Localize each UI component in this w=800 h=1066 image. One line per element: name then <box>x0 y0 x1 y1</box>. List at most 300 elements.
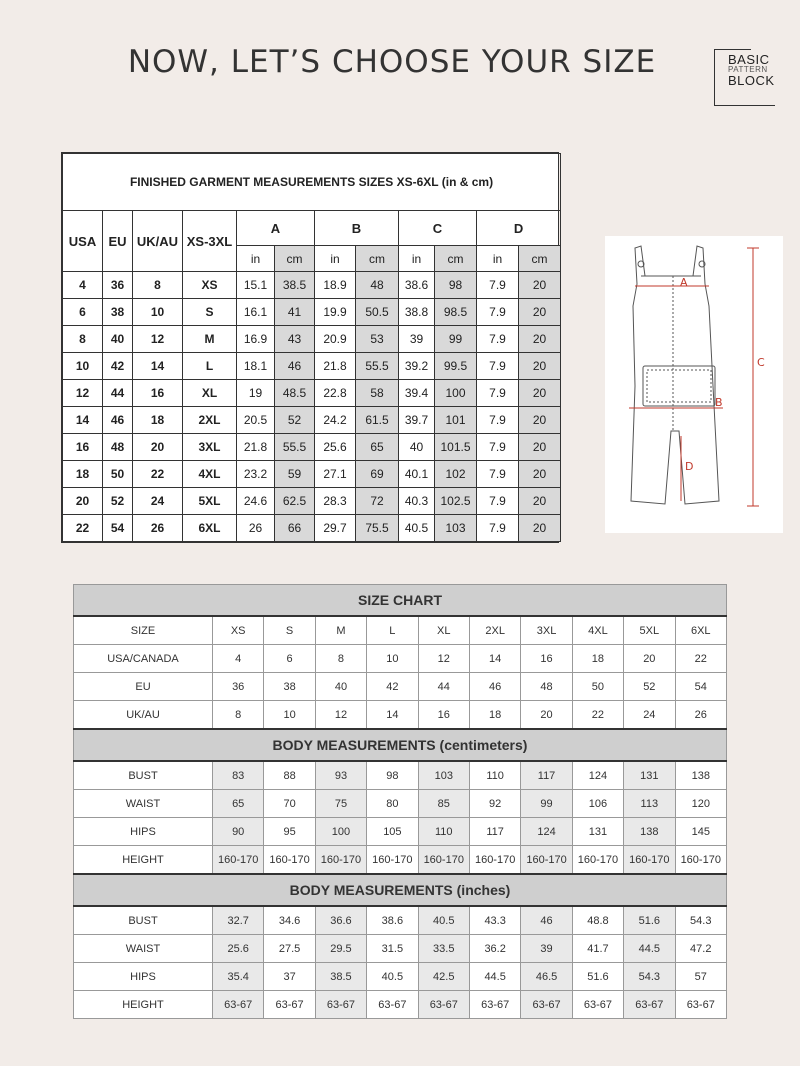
table-cell: 160-170 <box>264 846 315 875</box>
table-cell: 53 <box>356 326 399 353</box>
table-cell: 117 <box>469 818 520 846</box>
table-cell: 42 <box>367 673 418 701</box>
table-cell: 20 <box>519 353 561 380</box>
table-cell: 29.5 <box>315 935 366 963</box>
table-cell: 7.9 <box>477 299 519 326</box>
table-cell: 63-67 <box>675 991 726 1019</box>
table-cell: 113 <box>624 790 675 818</box>
table-cell: 59 <box>275 461 315 488</box>
table-cell: L <box>183 353 237 380</box>
table-cell: 20 <box>519 407 561 434</box>
table-cell: 63-67 <box>264 991 315 1019</box>
table-cell: 7.9 <box>477 326 519 353</box>
diagram-label-c: C <box>757 356 765 369</box>
table-cell: 37 <box>264 963 315 991</box>
table-cell: 40.5 <box>418 906 469 935</box>
table-cell: 44.5 <box>624 935 675 963</box>
table-cell: 4XL <box>183 461 237 488</box>
table-cell: 26 <box>237 515 275 542</box>
table-cell: 31.5 <box>367 935 418 963</box>
table-cell: 20 <box>521 701 572 730</box>
overalls-diagram <box>605 236 783 533</box>
table-cell: 40 <box>103 326 133 353</box>
table-cell: 20.5 <box>237 407 275 434</box>
table-row <box>74 991 727 1019</box>
table-row <box>63 407 561 434</box>
table-cell: 88 <box>264 761 315 790</box>
table-cell: 25.6 <box>315 434 356 461</box>
table-cell: 26 <box>133 515 183 542</box>
table-cell: 8 <box>133 272 183 299</box>
table-row <box>74 701 727 730</box>
table-cell: 38.6 <box>367 906 418 935</box>
table-cell: 51.6 <box>624 906 675 935</box>
table-cell: 102 <box>435 461 477 488</box>
table-cell: 75.5 <box>356 515 399 542</box>
table-cell: 51.6 <box>572 963 623 991</box>
table-cell: 40.5 <box>399 515 435 542</box>
table-row <box>74 790 727 818</box>
table-cell: 61.5 <box>356 407 399 434</box>
table-cell: 39 <box>521 935 572 963</box>
table-cell: 52 <box>624 673 675 701</box>
table-row <box>63 434 561 461</box>
table-cell: 6XL <box>183 515 237 542</box>
unit-header: cm <box>435 246 477 272</box>
group-header-d: D <box>477 211 561 246</box>
table-cell: 48 <box>103 434 133 461</box>
table-row <box>63 272 561 299</box>
unit-header: cm <box>356 246 399 272</box>
table-cell: 22 <box>63 515 103 542</box>
table-row <box>74 935 727 963</box>
table-cell: 48.8 <box>572 906 623 935</box>
table-cell: 83 <box>213 761 264 790</box>
finished-garment-table <box>61 152 559 543</box>
logo-line-3: BLOCK <box>728 73 775 88</box>
table-cell: 18 <box>63 461 103 488</box>
table-cell: 20 <box>519 488 561 515</box>
table-cell: 32.7 <box>213 906 264 935</box>
row-label: EU <box>74 673 213 701</box>
table-cell: 44 <box>103 380 133 407</box>
table-row <box>63 326 561 353</box>
row-label: BUST <box>74 761 213 790</box>
table-cell: 38.8 <box>399 299 435 326</box>
row-label: BUST <box>74 906 213 935</box>
table-cell: 75 <box>315 790 366 818</box>
group-header-c: C <box>399 211 477 246</box>
table-cell: 44.5 <box>469 963 520 991</box>
table-cell: 10 <box>367 645 418 673</box>
table-cell: 8 <box>213 701 264 730</box>
table-cell: 20 <box>519 326 561 353</box>
table-cell: 20 <box>519 461 561 488</box>
table-cell: 19.9 <box>315 299 356 326</box>
table-cell: 52 <box>103 488 133 515</box>
table-row <box>63 488 561 515</box>
table-cell: S <box>183 299 237 326</box>
table-cell: 36.2 <box>469 935 520 963</box>
table-cell: 18.1 <box>237 353 275 380</box>
row-label: SIZE <box>74 616 213 645</box>
table-cell: 3XL <box>183 434 237 461</box>
table-cell: 24.2 <box>315 407 356 434</box>
inches-section-title-label: BODY MEASUREMENTS (inches) <box>74 874 727 906</box>
table-cell: 10 <box>63 353 103 380</box>
finished-table-caption: FINISHED GARMENT MEASUREMENTS SIZES XS-6XL (in & cm) <box>63 154 561 211</box>
size-chart-table <box>73 584 727 1019</box>
table-cell: 39.4 <box>399 380 435 407</box>
table-cell: 62.5 <box>275 488 315 515</box>
table-cell: 63-67 <box>521 991 572 1019</box>
table-row <box>63 353 561 380</box>
table-cell: 24 <box>133 488 183 515</box>
unit-header: in <box>237 246 275 272</box>
table-cell: 63-67 <box>213 991 264 1019</box>
table-cell: 36 <box>103 272 133 299</box>
table-cell: 20 <box>624 645 675 673</box>
table-cell: 160-170 <box>675 846 726 875</box>
unit-header: cm <box>519 246 561 272</box>
overalls-illustration <box>605 236 783 533</box>
table-cell: 38 <box>264 673 315 701</box>
diagram-label-d: D <box>685 460 694 473</box>
table-row <box>63 515 561 542</box>
table-cell: 160-170 <box>624 846 675 875</box>
table-cell: 39 <box>399 326 435 353</box>
table-cell: 43 <box>275 326 315 353</box>
table-cell: 52 <box>275 407 315 434</box>
table-cell: 16.1 <box>237 299 275 326</box>
table-cell: 99 <box>521 790 572 818</box>
table-cell: 41.7 <box>572 935 623 963</box>
table-cell: 27.1 <box>315 461 356 488</box>
table-cell: 160-170 <box>213 846 264 875</box>
table-cell: 160-170 <box>315 846 366 875</box>
table-cell: 8 <box>315 645 366 673</box>
table-cell: 160-170 <box>572 846 623 875</box>
table-cell: 16 <box>63 434 103 461</box>
table-cell: 18 <box>572 645 623 673</box>
unit-header: in <box>477 246 519 272</box>
table-row <box>63 299 561 326</box>
table-cell: 15.1 <box>237 272 275 299</box>
table-cell: 42.5 <box>418 963 469 991</box>
table-cell: 50 <box>103 461 133 488</box>
table-cell: 5XL <box>624 616 675 645</box>
table-cell: 42 <box>103 353 133 380</box>
unit-header: cm <box>275 246 315 272</box>
table-cell: 55.5 <box>356 353 399 380</box>
table-cell: 3XL <box>521 616 572 645</box>
table-cell: 23.2 <box>237 461 275 488</box>
col-header-size: XS-3XL <box>183 211 237 272</box>
table-cell: 63-67 <box>367 991 418 1019</box>
cm-section-title-label: BODY MEASUREMENTS (centimeters) <box>74 729 727 761</box>
table-cell: 6 <box>63 299 103 326</box>
table-cell: 18 <box>469 701 520 730</box>
table-cell: 21.8 <box>237 434 275 461</box>
table-cell: 98 <box>435 272 477 299</box>
table-cell: 99.5 <box>435 353 477 380</box>
table-cell: 20 <box>519 299 561 326</box>
table-cell: 80 <box>367 790 418 818</box>
table-cell: 72 <box>356 488 399 515</box>
table-cell: 100 <box>435 380 477 407</box>
row-label: HIPS <box>74 818 213 846</box>
table-cell: 24.6 <box>237 488 275 515</box>
table-cell: 46 <box>521 906 572 935</box>
table-cell: 20 <box>133 434 183 461</box>
table-cell: 98 <box>367 761 418 790</box>
col-header-usa: USA <box>63 211 103 272</box>
table-cell: 50 <box>572 673 623 701</box>
table-cell: 40 <box>399 434 435 461</box>
table-cell: 39.2 <box>399 353 435 380</box>
table-cell: 38.6 <box>399 272 435 299</box>
table-cell: 18 <box>133 407 183 434</box>
table-cell: 160-170 <box>418 846 469 875</box>
table-cell: 36.6 <box>315 906 366 935</box>
unit-header: in <box>315 246 356 272</box>
table-cell: XS <box>183 272 237 299</box>
row-label: HEIGHT <box>74 846 213 875</box>
table-row <box>63 380 561 407</box>
table-cell: 22 <box>133 461 183 488</box>
table-cell: 26 <box>675 701 726 730</box>
table-cell: XS <box>213 616 264 645</box>
table-cell: 131 <box>624 761 675 790</box>
table-cell: 38.5 <box>315 963 366 991</box>
table-cell: 34.6 <box>264 906 315 935</box>
table-cell: 10 <box>264 701 315 730</box>
group-header-a: A <box>237 211 315 246</box>
table-cell: 10 <box>133 299 183 326</box>
page-title: NOW, LET’S CHOOSE YOUR SIZE <box>127 44 657 80</box>
table-cell: 117 <box>521 761 572 790</box>
col-header-eu: EU <box>103 211 133 272</box>
table-cell: 63-67 <box>418 991 469 1019</box>
table-cell: 39.7 <box>399 407 435 434</box>
table-cell: 138 <box>624 818 675 846</box>
table-cell: 54 <box>103 515 133 542</box>
table-cell: 14 <box>367 701 418 730</box>
table-cell: 21.8 <box>315 353 356 380</box>
table-cell: 4 <box>63 272 103 299</box>
table-cell: 7.9 <box>477 272 519 299</box>
logo-line-2: PATTERN <box>728 65 768 74</box>
table-cell: S <box>264 616 315 645</box>
table-cell: 54 <box>675 673 726 701</box>
table-row <box>74 846 727 875</box>
table-cell: 12 <box>315 701 366 730</box>
table-cell: 35.4 <box>213 963 264 991</box>
diagram-label-b: B <box>715 396 723 409</box>
table-cell: 5XL <box>183 488 237 515</box>
table-cell: 18.9 <box>315 272 356 299</box>
table-cell: 6XL <box>675 616 726 645</box>
table-cell: XL <box>418 616 469 645</box>
table-cell: 19 <box>237 380 275 407</box>
brand-logo <box>714 49 775 106</box>
table-cell: 103 <box>435 515 477 542</box>
table-row <box>74 616 727 645</box>
cm-section-title <box>74 729 727 761</box>
group-header-b: B <box>315 211 399 246</box>
table-cell: 43.3 <box>469 906 520 935</box>
table-cell: 14 <box>63 407 103 434</box>
table-cell: 124 <box>572 761 623 790</box>
table-cell: 57 <box>675 963 726 991</box>
diagram-label-a: A <box>680 276 688 289</box>
table-cell: 25.6 <box>213 935 264 963</box>
table-cell: 7.9 <box>477 488 519 515</box>
table-cell: 103 <box>418 761 469 790</box>
table-cell: 48 <box>521 673 572 701</box>
table-cell: 7.9 <box>477 515 519 542</box>
table-row <box>74 673 727 701</box>
table-cell: 58 <box>356 380 399 407</box>
table-cell: 102.5 <box>435 488 477 515</box>
table-cell: 46.5 <box>521 963 572 991</box>
table-cell: M <box>183 326 237 353</box>
table-cell: 20 <box>519 515 561 542</box>
table-cell: 12 <box>418 645 469 673</box>
table-row <box>74 818 727 846</box>
table-cell: 63-67 <box>469 991 520 1019</box>
table-cell: 36 <box>213 673 264 701</box>
table-cell: 38 <box>103 299 133 326</box>
unit-header: in <box>399 246 435 272</box>
table-cell: 2XL <box>183 407 237 434</box>
table-cell: 12 <box>63 380 103 407</box>
table-cell: 95 <box>264 818 315 846</box>
table-cell: 22 <box>572 701 623 730</box>
table-cell: 98.5 <box>435 299 477 326</box>
table-cell: 65 <box>356 434 399 461</box>
table-cell: 63-67 <box>572 991 623 1019</box>
table-cell: 40.5 <box>367 963 418 991</box>
table-cell: 22 <box>675 645 726 673</box>
table-cell: 63-67 <box>315 991 366 1019</box>
table-cell: 40.3 <box>399 488 435 515</box>
table-cell: 38.5 <box>275 272 315 299</box>
table-cell: 12 <box>133 326 183 353</box>
table-cell: 93 <box>315 761 366 790</box>
table-cell: 41 <box>275 299 315 326</box>
table-cell: 90 <box>213 818 264 846</box>
table-cell: 33.5 <box>418 935 469 963</box>
table-cell: 85 <box>418 790 469 818</box>
table-cell: 40.1 <box>399 461 435 488</box>
table-cell: 16 <box>521 645 572 673</box>
table-cell: 7.9 <box>477 407 519 434</box>
size-chart-title <box>74 585 727 617</box>
table-cell: 54.3 <box>624 963 675 991</box>
table-cell: 46 <box>103 407 133 434</box>
table-cell: 7.9 <box>477 461 519 488</box>
table-cell: 7.9 <box>477 434 519 461</box>
table-cell: 131 <box>572 818 623 846</box>
table-cell: 20.9 <box>315 326 356 353</box>
table-cell: 101.5 <box>435 434 477 461</box>
table-cell: 92 <box>469 790 520 818</box>
logo-line-1: BASIC <box>728 52 770 67</box>
table-cell: 20 <box>519 434 561 461</box>
table-cell: 106 <box>572 790 623 818</box>
table-cell: 160-170 <box>521 846 572 875</box>
size-chart-title-label: SIZE CHART <box>74 585 727 617</box>
table-cell: 27.5 <box>264 935 315 963</box>
table-row <box>74 963 727 991</box>
table-cell: 16 <box>133 380 183 407</box>
table-row <box>74 761 727 790</box>
table-cell: 101 <box>435 407 477 434</box>
table-row <box>74 645 727 673</box>
table-cell: 124 <box>521 818 572 846</box>
table-cell: 20 <box>519 272 561 299</box>
table-row <box>63 461 561 488</box>
table-cell: 160-170 <box>469 846 520 875</box>
table-cell: 7.9 <box>477 353 519 380</box>
table-cell: 50.5 <box>356 299 399 326</box>
table-cell: 138 <box>675 761 726 790</box>
table-cell: 16 <box>418 701 469 730</box>
col-header-ukau: UK/AU <box>133 211 183 272</box>
table-cell: 4XL <box>572 616 623 645</box>
table-cell: 28.3 <box>315 488 356 515</box>
inches-section-title <box>74 874 727 906</box>
table-cell: 63-67 <box>624 991 675 1019</box>
table-cell: 2XL <box>469 616 520 645</box>
table-cell: 100 <box>315 818 366 846</box>
table-cell: 47.2 <box>675 935 726 963</box>
table-cell: 8 <box>63 326 103 353</box>
table-cell: 70 <box>264 790 315 818</box>
table-cell: L <box>367 616 418 645</box>
row-label: HEIGHT <box>74 991 213 1019</box>
row-label: UK/AU <box>74 701 213 730</box>
row-label: WAIST <box>74 935 213 963</box>
table-cell: 6 <box>264 645 315 673</box>
table-cell: 40 <box>315 673 366 701</box>
table-cell: 65 <box>213 790 264 818</box>
table-cell: 54.3 <box>675 906 726 935</box>
table-cell: 110 <box>469 761 520 790</box>
table-cell: 48.5 <box>275 380 315 407</box>
table-cell: 4 <box>213 645 264 673</box>
table-cell: 46 <box>469 673 520 701</box>
table-cell: 55.5 <box>275 434 315 461</box>
table-cell: 22.8 <box>315 380 356 407</box>
table-cell: 105 <box>367 818 418 846</box>
row-label: USA/CANADA <box>74 645 213 673</box>
table-cell: M <box>315 616 366 645</box>
table-cell: 7.9 <box>477 380 519 407</box>
table-cell: 29.7 <box>315 515 356 542</box>
table-cell: 120 <box>675 790 726 818</box>
table-cell: XL <box>183 380 237 407</box>
table-cell: 66 <box>275 515 315 542</box>
table-cell: 110 <box>418 818 469 846</box>
table-cell: 99 <box>435 326 477 353</box>
table-row <box>74 906 727 935</box>
table-cell: 20 <box>63 488 103 515</box>
row-label: HIPS <box>74 963 213 991</box>
row-label: WAIST <box>74 790 213 818</box>
table-cell: 20 <box>519 380 561 407</box>
